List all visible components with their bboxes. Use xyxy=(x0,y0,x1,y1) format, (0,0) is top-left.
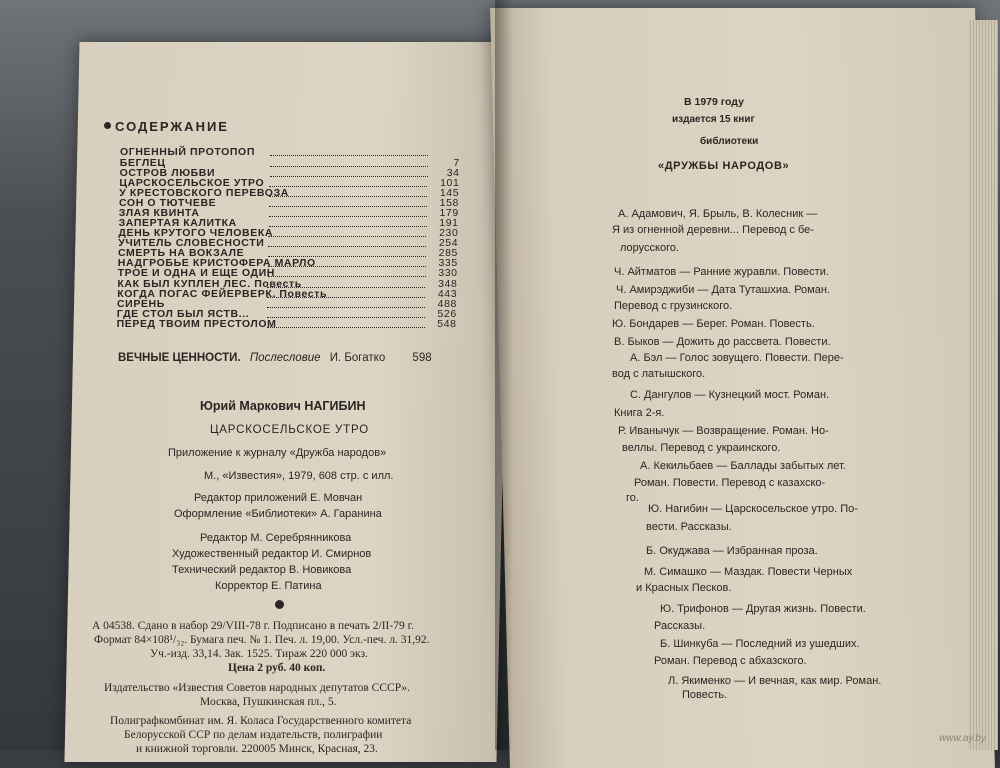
announce-entry: Я из огненной деревни... Перевод с бе- xyxy=(612,224,814,236)
toc-leader-dots xyxy=(267,297,425,298)
book-gutter xyxy=(495,0,513,750)
toc-item-title: ЦАРСКОСЕЛЬСКОЕ УТРО xyxy=(119,177,265,189)
toc-afterword xyxy=(118,352,432,365)
toc-item-title: ЗАПЕРТАЯ КАЛИТКА xyxy=(118,217,237,229)
imprint-line: и книжной торговли. 220005 Минск, Красная, 23. xyxy=(136,743,378,755)
toc-item-title: НАДГРОБЬЕ КРИСТОФЕРА МАРЛО xyxy=(117,257,316,269)
announce-entry: веллы. Перевод с украинского. xyxy=(622,442,781,454)
announce-entry: Перевод с грузинского. xyxy=(614,300,733,312)
toc-leader-dots xyxy=(269,206,427,207)
credit-line: Технический редактор В. Новикова xyxy=(172,564,352,576)
toc-leader-dots xyxy=(269,186,427,187)
announce-entry: М. Симашко — Маздак. Повести Черных xyxy=(644,566,853,578)
announce-entry: Ю. Трифонов — Другая жизнь. Повести. xyxy=(660,603,866,615)
toc-item-page: 526 xyxy=(437,308,457,320)
toc-item-page: 488 xyxy=(437,298,457,310)
toc-leader-dots xyxy=(270,155,428,156)
afterword-author: И. Богатко xyxy=(329,352,386,364)
watermark: www.ay.by xyxy=(938,733,986,744)
toc-item-title: СОН О ТЮТЧЕВЕ xyxy=(119,197,217,209)
toc-item-page: 101 xyxy=(440,177,460,189)
toc-item-title: СМЕРТЬ НА ВОКЗАЛЕ xyxy=(118,247,245,259)
toc-leader-dots xyxy=(267,307,425,308)
toc-item-title: УЧИТЕЛЬ СЛОВЕСНОСТИ xyxy=(118,237,265,249)
toc-item-page: 179 xyxy=(439,207,459,219)
announce-entry: Повесть. xyxy=(682,689,728,701)
toc-leader-dots xyxy=(268,236,426,237)
announce-entry: Книга 2-я. xyxy=(614,407,665,419)
credit-line: Художественный редактор И. Смирнов xyxy=(172,548,372,560)
announce-entry: Л. Якименко — И вечная, как мир. Роман. xyxy=(668,675,882,687)
toc-item-title: БЕГЛЕЦ xyxy=(119,157,166,169)
credit-line: Редактор приложений Е. Мовчан xyxy=(194,492,363,504)
toc-item-page: 548 xyxy=(437,318,457,330)
toc-item-page: 443 xyxy=(437,288,458,300)
toc-item-title: СИРЕНЬ xyxy=(117,298,165,310)
announce-entry: вести. Рассказы. xyxy=(646,521,732,533)
announce-entry: Роман. Перевод с абхазского. xyxy=(654,655,807,667)
toc-item-title: ГДЕ СТОЛ БЫЛ ЯСТВ... xyxy=(116,308,250,320)
toc-leader-dots xyxy=(267,317,425,318)
announce-entry: Ч. Айтматов — Ранние журавли. Повести. xyxy=(614,266,829,278)
imprint-line: А 04538. Сдано в набор 29/VIII-78 г. Подписано в печать 2/II-79 г. xyxy=(92,620,414,632)
afterword-page: 598 xyxy=(412,352,432,364)
toc-leader-dots xyxy=(269,196,427,197)
toc-item-page: 230 xyxy=(439,227,459,239)
book-author: Юрий Маркович НАГИБИН xyxy=(200,399,366,413)
announce-entry: А. Кекильбаев — Баллады забытых лет. xyxy=(640,460,846,472)
toc-item-page: 191 xyxy=(439,217,459,229)
announce-entry: В. Быков — Дожить до рассвета. Повести. xyxy=(614,336,831,348)
afterword-label: Послесловие xyxy=(249,352,321,364)
toc-leader-dots xyxy=(270,166,428,167)
credit-line: Оформление «Библиотеки» А. Гаранина xyxy=(174,508,382,520)
imprint-line: Уч.-изд. 33,14. Зак. 1525. Тираж 220 000 экз. xyxy=(150,648,368,660)
book-title: ЦАРСКОСЕЛЬСКОЕ УТРО xyxy=(210,424,369,436)
supplement-line: Приложение к журналу «Дружба народов» xyxy=(168,447,387,459)
toc-item-title: ОСТРОВ ЛЮБВИ xyxy=(119,167,216,179)
toc-item-title: ДЕНЬ КРУТОГО ЧЕЛОВЕКА xyxy=(118,227,274,239)
announce-entry: Б. Шинкуба — Последний из ушедших. xyxy=(660,638,860,650)
toc-item-page: 7 xyxy=(453,157,460,169)
toc-item-title: ПЕРЕД ТВОИМ ПРЕСТОЛОМ xyxy=(116,318,277,330)
toc-item-title: ОГНЕННЫЙ ПРОТОПОП xyxy=(120,146,255,158)
toc-item-page: 335 xyxy=(438,257,458,269)
announce-entry: Роман. Повести. Перевод с казахско- xyxy=(634,477,826,489)
announce-entry: Ю. Бондарев — Берег. Роман. Повесть. xyxy=(612,318,815,330)
imprint-line: Белорусской ССР по делам издательств, полиграфии xyxy=(124,729,383,741)
imprint-line: Издательство «Известия Советов народных депутатов СССР». xyxy=(104,682,410,694)
toc-item-title: У КРЕСТОВСКОГО ПЕРЕВОЗА xyxy=(119,187,289,199)
toc-item-title: ЗЛАЯ КВИНТА xyxy=(118,207,200,219)
imprint-line: Формат 84×108¹/₃₂. Бумага печ. № 1. Печ. л. 19,00. Усл.-печ. л. 31,92. xyxy=(94,634,430,646)
announce-entry: Ч. Амирэджиби — Дата Туташхиа. Роман. xyxy=(616,284,830,296)
ornament-dot-icon xyxy=(275,600,284,609)
toc-leader-dots xyxy=(269,216,427,217)
toc-leader-dots xyxy=(270,176,428,177)
announce-entry: А. Бэл — Голос зовущего. Повести. Пере- xyxy=(630,352,844,364)
announce-line: В 1979 году xyxy=(684,96,744,108)
page-stack xyxy=(968,20,998,750)
toc-leader-dots xyxy=(267,327,425,328)
toc-item-page: 254 xyxy=(438,237,459,249)
announce-series: «ДРУЖБЫ НАРОДОВ» xyxy=(658,160,790,172)
announce-entry: Ю. Нагибин — Царскосельское утро. По- xyxy=(648,503,858,515)
credit-line: Корректор Е. Патина xyxy=(215,580,322,592)
toc-item-title: ТРОЕ И ОДНА И ЕЩЕ ОДИН xyxy=(117,267,275,279)
announce-entry: го. xyxy=(626,492,639,504)
toc-item-page: 285 xyxy=(438,247,458,259)
announce-entry: Р. Иванычук — Возвращение. Роман. Но- xyxy=(618,425,829,437)
afterword-title: ВЕЧНЫЕ ЦЕННОСТИ. xyxy=(118,352,241,364)
publisher-line: М., «Известия», 1979, 608 стр. с илл. xyxy=(204,470,394,482)
imprint-line: Москва, Пушкинская пл., 5. xyxy=(200,696,337,708)
price-line: Цена 2 руб. 40 коп. xyxy=(228,662,326,674)
toc-leader-dots xyxy=(268,276,426,277)
announce-entry: Б. Окуджава — Избранная проза. xyxy=(646,545,818,557)
announce-entry: вод с латышского. xyxy=(612,368,706,380)
imprint-line: Полиграфкомбинат им. Я. Коласа Государственного комитета xyxy=(110,715,412,727)
credit-line: Редактор М. Серебрянникова xyxy=(200,532,352,544)
toc-leader-dots xyxy=(268,246,426,247)
toc-item-page: 158 xyxy=(439,197,459,209)
toc-item-page: 34 xyxy=(446,167,460,179)
toc-leader-dots xyxy=(268,266,426,267)
ornament-dot-icon xyxy=(104,122,111,129)
toc-item-page: 145 xyxy=(439,187,460,199)
toc-item-title: КОГДА ПОГАС ФЕЙЕРВЕРК. Повесть xyxy=(117,288,328,300)
toc-item-page: 330 xyxy=(438,267,458,279)
announce-entry: С. Дангулов — Кузнецкий мост. Роман. xyxy=(630,389,830,401)
announce-entry: А. Адамович, Я. Брыль, В. Колесник — xyxy=(618,208,818,220)
toc-heading: СОДЕРЖАНИЕ xyxy=(115,119,229,134)
toc-item-title: КАК БЫЛ КУПЛЕН ЛЕС. Повесть xyxy=(117,278,302,290)
announce-line: издается 15 книг xyxy=(672,114,755,125)
toc-item-page: 348 xyxy=(438,278,458,290)
announce-entry: лорусского. xyxy=(620,242,680,254)
announce-line: библиотеки xyxy=(700,136,759,147)
toc-leader-dots xyxy=(269,226,427,227)
announce-entry: и Красных Песков. xyxy=(636,582,732,594)
announce-entry: Рассказы. xyxy=(654,620,706,632)
